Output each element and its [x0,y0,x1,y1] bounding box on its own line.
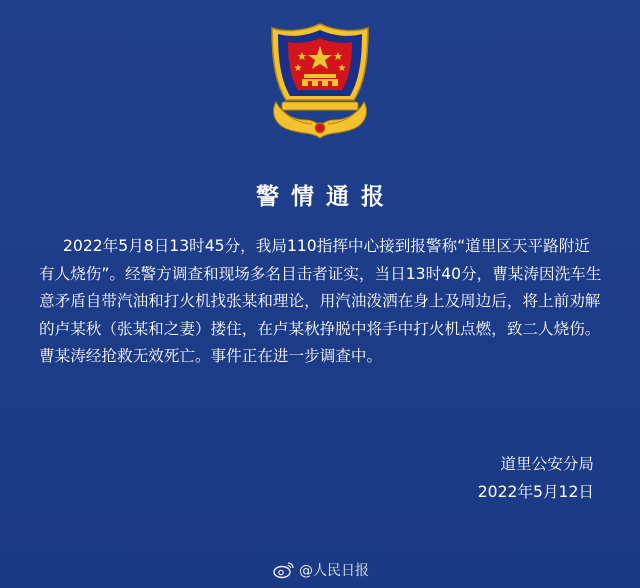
issue-date: 2022年5月12日 [477,483,594,501]
signature-block [478,450,594,506]
police-emblem-icon [268,22,372,142]
issuer-name: 道里公安分局 [500,455,594,473]
notice-body-text: 2022年5月8日13时45分，我局110指挥中心接到报警称“道里区天平路附近有人烧伤”。经警方调查和现场多名目击者证实，当日13时40分，曹某涛因洗车生意矛盾自带汽油和打火机找张某和理论，用汽油泼洒在身上及周边后，将上前劝解的卢某秋（张某和之妻）搂住，在卢某秋挣脱中将手中打火机点燃，致二人烧伤。曹某涛经抢救无效死亡。事件正在进一步调查中。 [39,237,602,365]
notice-body [39,233,605,371]
watermark [273,558,369,582]
watermark-text: @人民日报 [299,563,369,579]
weibo-icon [273,561,295,579]
page-title: 警情通报 [256,184,396,210]
